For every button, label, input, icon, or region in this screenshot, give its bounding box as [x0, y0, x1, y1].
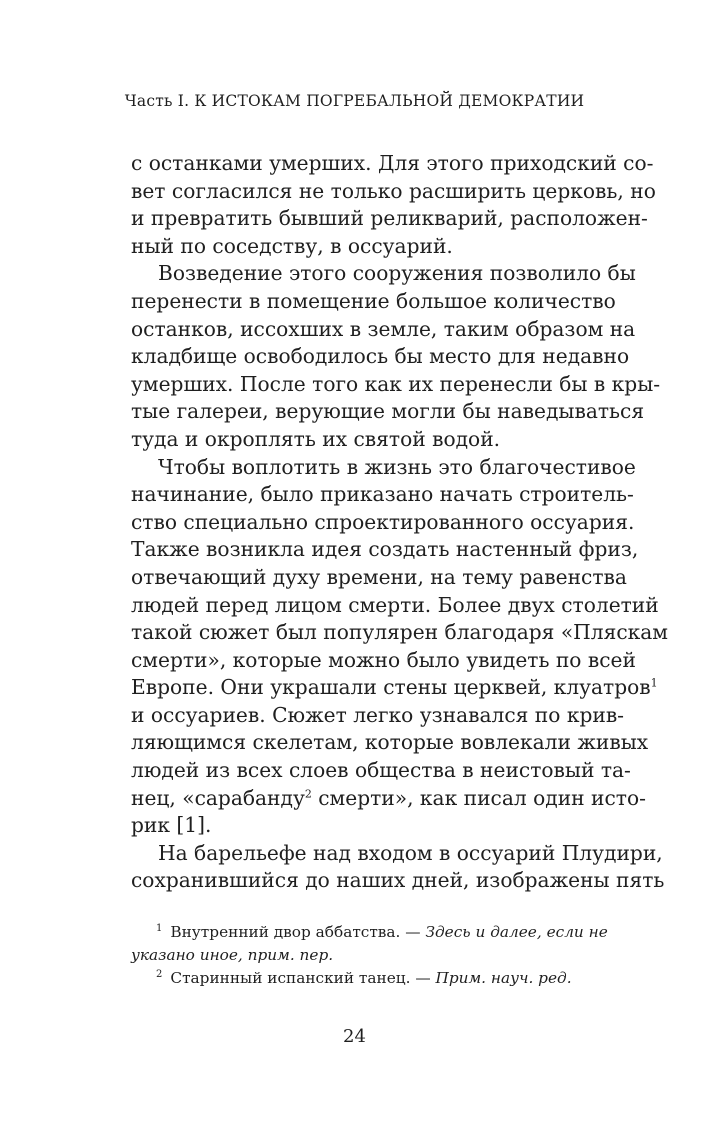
footnote-number: 2: [156, 968, 163, 980]
footnote-1-cont: [131, 944, 599, 967]
text-line: и превратить бывший реликварий, расположен-: [131, 206, 648, 231]
text-line: кладбище освободилось бы место для недавно: [131, 344, 630, 369]
text-line: Чтобы воплотить в жизнь это благочестивое: [158, 454, 636, 479]
text-line: вет согласился не только расширить церковь, но: [131, 178, 656, 203]
footnote-2: [131, 967, 599, 990]
running-header: Часть I. К ИСТОКАМ ПОГРЕБАЛЬНОЙ ДЕМОКРАТИИ: [124, 92, 585, 110]
text-line: останков, иссохших в земле, таким образом на: [131, 316, 636, 341]
page-number: 24: [343, 1026, 366, 1047]
text-line: людей перед лицом смерти. Более двух столетий: [131, 592, 659, 617]
text-fragment: Европе. Они украшали стены церквей, клуатров: [131, 675, 651, 700]
text-line: людей из всех слоев общества в неистовый та-: [131, 758, 631, 783]
footnotes: [131, 921, 608, 990]
text-line: умерших. После того как их перенесли бы в кры-: [131, 371, 661, 396]
text-line: туда и окроплять их святой водой.: [131, 426, 501, 451]
text-line: ный по соседству, в оссуарий.: [131, 233, 453, 258]
footnote-text: Внутренний двор аббатства. —: [170, 923, 426, 941]
text-line: Также возникла идея создать настенный фриз,: [131, 537, 639, 562]
text-line: начинание, было приказано начать строитель-: [131, 482, 634, 507]
text-line: рик [1].: [131, 813, 212, 838]
footnote-italic: Здесь и далее, если не: [425, 923, 608, 941]
footnote-number: 1: [156, 922, 163, 934]
body-text: [131, 150, 668, 895]
text-line: отвечающий духу времени, на тему равенства: [131, 564, 627, 589]
text-fragment: нец, «сарабанду: [131, 785, 305, 810]
text-line: с останками умерших. Для этого приходский со-: [131, 151, 654, 175]
footnote-text: Старинный испанский танец. —: [170, 969, 436, 987]
text-line: Возведение этого сооружения позволило бы: [158, 261, 636, 286]
footnote-1: [131, 921, 608, 944]
text-line: [131, 674, 658, 702]
text-line: перенести в помещение большое количество: [131, 288, 616, 313]
text-line: и оссуариев. Сюжет легко узнавался по крив-: [131, 702, 625, 727]
text-line: сохранившийся до наших дней, изображены пять: [131, 868, 665, 893]
footnote-ref-2[interactable]: 2: [304, 786, 312, 800]
text-line: смерти», которые можно было увидеть по всей: [131, 647, 636, 672]
text-line: ляющимся скелетам, которые вовлекали живых: [131, 730, 649, 755]
text-fragment: смерти», как писал один исто-: [311, 785, 646, 810]
footnote-italic: Прим. науч. ред.: [435, 969, 572, 987]
text-line: тые галереи, верующие могли бы наведываться: [131, 399, 645, 424]
text-line: такой сюжет был популярен благодаря «Пляскам: [131, 620, 668, 645]
footnote-ref-1[interactable]: 1: [650, 676, 658, 690]
text-line: [131, 785, 646, 813]
footnote-italic: указано иное, прим. пер.: [131, 946, 334, 964]
text-line: На барельефе над входом в оссуарий Плудири,: [158, 840, 663, 865]
text-line: ство специально спроектированного оссуария.: [131, 509, 635, 534]
